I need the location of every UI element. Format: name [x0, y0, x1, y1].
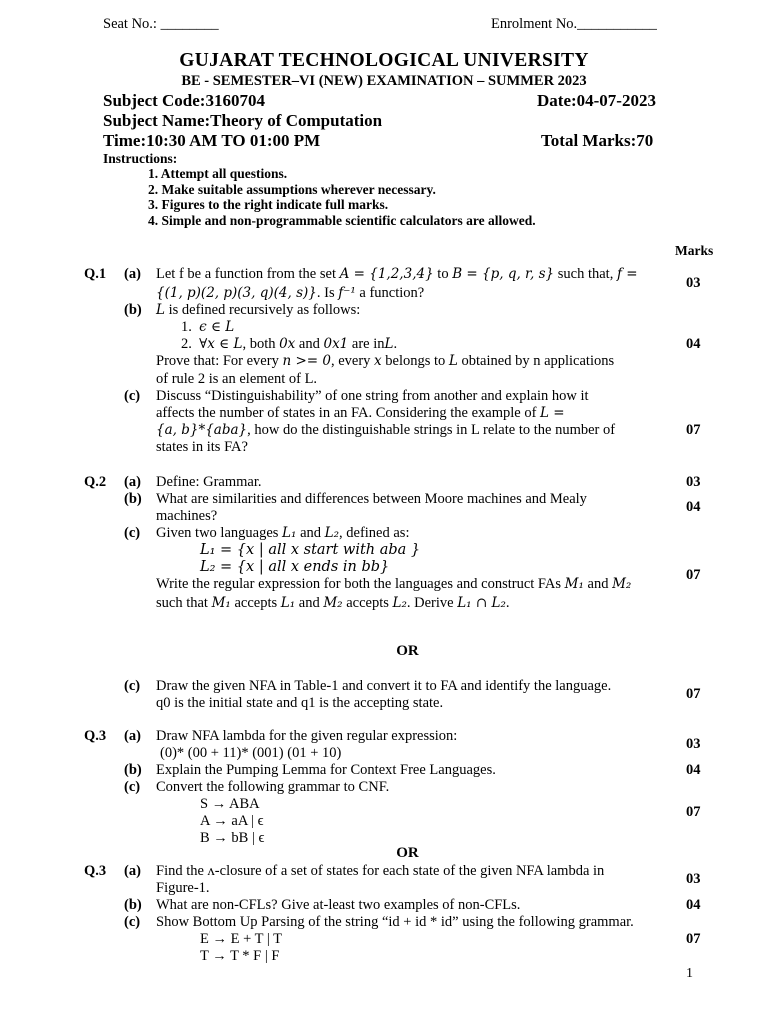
rule-item: 2. ∀x ∈ L, both 0x and 0x1 are inL.: [181, 336, 398, 352]
marks-value: 07: [686, 931, 701, 947]
marks-value: 04: [686, 499, 701, 515]
question-number: Q.1: [84, 266, 107, 282]
or-separator: OR: [396, 643, 419, 659]
instruction-item: 3. Figures to the right indicate full marks.: [148, 197, 389, 212]
regular-expression: (0)* (00 + 11)* (001) (01 + 10): [160, 745, 342, 761]
question-text: What are similarities and differences between Moore machines and Mealy: [156, 491, 587, 507]
instruction-item: 1. Attempt all questions.: [148, 166, 288, 181]
or-separator: OR: [396, 845, 419, 861]
subquestion-label: (a): [124, 863, 141, 879]
marks-value: 04: [686, 336, 701, 352]
grammar-rule: T → T * F | F: [200, 948, 280, 964]
instructions-title: Instructions:: [103, 151, 178, 166]
marks-value: 03: [686, 871, 701, 887]
question-text: L is defined recursively as follows:: [156, 302, 361, 318]
question-text: Given two languages L₁ and L₂, defined as:: [156, 525, 410, 541]
marks-value: 03: [686, 275, 701, 291]
subquestion-label: (b): [124, 897, 142, 913]
question-text: Discuss “Distinguishability” of one string from another and explain how it: [156, 388, 589, 404]
enrolment-number-field: Enrolment No.___________: [491, 16, 657, 32]
grammar-rule: B → bB | ϵ: [200, 830, 265, 846]
subquestion-label: (c): [124, 525, 141, 541]
subquestion-label: (c): [124, 914, 141, 930]
subquestion-label: (c): [124, 779, 141, 795]
marks-value: 07: [686, 686, 701, 702]
rule-item: 1. ϵ ∈ L: [181, 319, 235, 335]
question-text: Define: Grammar.: [156, 474, 262, 490]
question-text: What are non-CFLs? Give at-least two examples of non-CFLs.: [156, 897, 521, 913]
marks-column-heading: Marks: [675, 243, 714, 258]
question-text: q0 is the initial state and q1 is the accepting state.: [156, 695, 444, 711]
subquestion-label: (b): [124, 762, 142, 778]
marks-value: 07: [686, 804, 701, 820]
question-text: affects the number of states in an FA. Considering the example of L =: [156, 405, 565, 421]
marks-value: 03: [686, 736, 701, 752]
instruction-item: 4. Simple and non-programmable scientific calculators are allowed.: [148, 213, 536, 228]
question-text: Find the ʌ-closure of a set of states for each state of the given NFA lambda in: [156, 863, 605, 879]
subject-code: Subject Code:3160704: [103, 91, 265, 110]
question-text: Draw the given NFA in Table-1 and convert it to FA and identify the language.: [156, 678, 612, 694]
subquestion-label: (b): [124, 302, 142, 318]
total-marks: Total Marks:70: [541, 131, 654, 150]
subject-name: Subject Name:Theory of Computation: [103, 111, 383, 130]
page-number: 1: [686, 966, 693, 981]
question-number: Q.3: [84, 863, 107, 879]
question-text: Let f be a function from the set A = {1,2,3,4} to B = {p, q, r, s} such that, f =: [156, 266, 638, 282]
seat-number-field: Seat No.: ________: [103, 16, 219, 32]
question-text: Draw NFA lambda for the given regular expression:: [156, 728, 458, 744]
question-text: Prove that: For every n >= 0, every x belongs to L obtained by n applications: [156, 353, 615, 369]
subquestion-label: (a): [124, 474, 141, 490]
question-text: states in its FA?: [156, 439, 248, 455]
question-text: {(1, p)(2, p)(3, q)(4, s)}. Is f⁻¹ a function?: [156, 285, 425, 301]
marks-value: 07: [686, 567, 701, 583]
subquestion-label: (a): [124, 266, 141, 282]
exam-date: Date:04-07-2023: [537, 91, 656, 110]
question-text: Convert the following grammar to CNF.: [156, 779, 390, 795]
question-text: of rule 2 is an element of L.: [156, 371, 318, 387]
question-text: such that M₁ accepts L₁ and M₂ accepts L₂. Derive L₁ ∩ L₂.: [156, 595, 510, 611]
subquestion-label: (a): [124, 728, 141, 744]
language-definition: L₁ = {x | all x start with aba }: [200, 542, 421, 558]
marks-value: 03: [686, 474, 701, 490]
instruction-item: 2. Make suitable assumptions wherever necessary.: [148, 182, 436, 197]
marks-value: 07: [686, 422, 701, 438]
question-number: Q.2: [84, 474, 107, 490]
grammar-rule: E → E + T | T: [200, 931, 282, 947]
question-text: Show Bottom Up Parsing of the string “id + id * id” using the following grammar.: [156, 914, 634, 930]
question-text: machines?: [156, 508, 218, 524]
subquestion-label: (c): [124, 388, 141, 404]
marks-value: 04: [686, 897, 701, 913]
question-text: Write the regular expression for both the languages and construct FAs M₁ and M₂: [156, 576, 632, 592]
marks-value: 04: [686, 762, 701, 778]
subquestion-label: (b): [124, 491, 142, 507]
grammar-rule: S → ABA: [200, 796, 260, 812]
question-text: Figure-1.: [156, 880, 210, 896]
subquestion-label: (c): [124, 678, 141, 694]
question-text: Explain the Pumping Lemma for Context Free Languages.: [156, 762, 496, 778]
question-number: Q.3: [84, 728, 107, 744]
exam-title: BE - SEMESTER–VI (NEW) EXAMINATION – SUMMER 2023: [181, 73, 587, 89]
university-title: GUJARAT TECHNOLOGICAL UNIVERSITY: [179, 50, 589, 71]
question-text: {a, b}*{aba}, how do the distinguishable strings in L relate to the number of: [156, 422, 616, 438]
language-definition: L₂ = {x | all x ends in bb}: [200, 559, 390, 575]
grammar-rule: A → aA | ϵ: [200, 813, 264, 829]
exam-time: Time:10:30 AM TO 01:00 PM: [103, 131, 321, 150]
